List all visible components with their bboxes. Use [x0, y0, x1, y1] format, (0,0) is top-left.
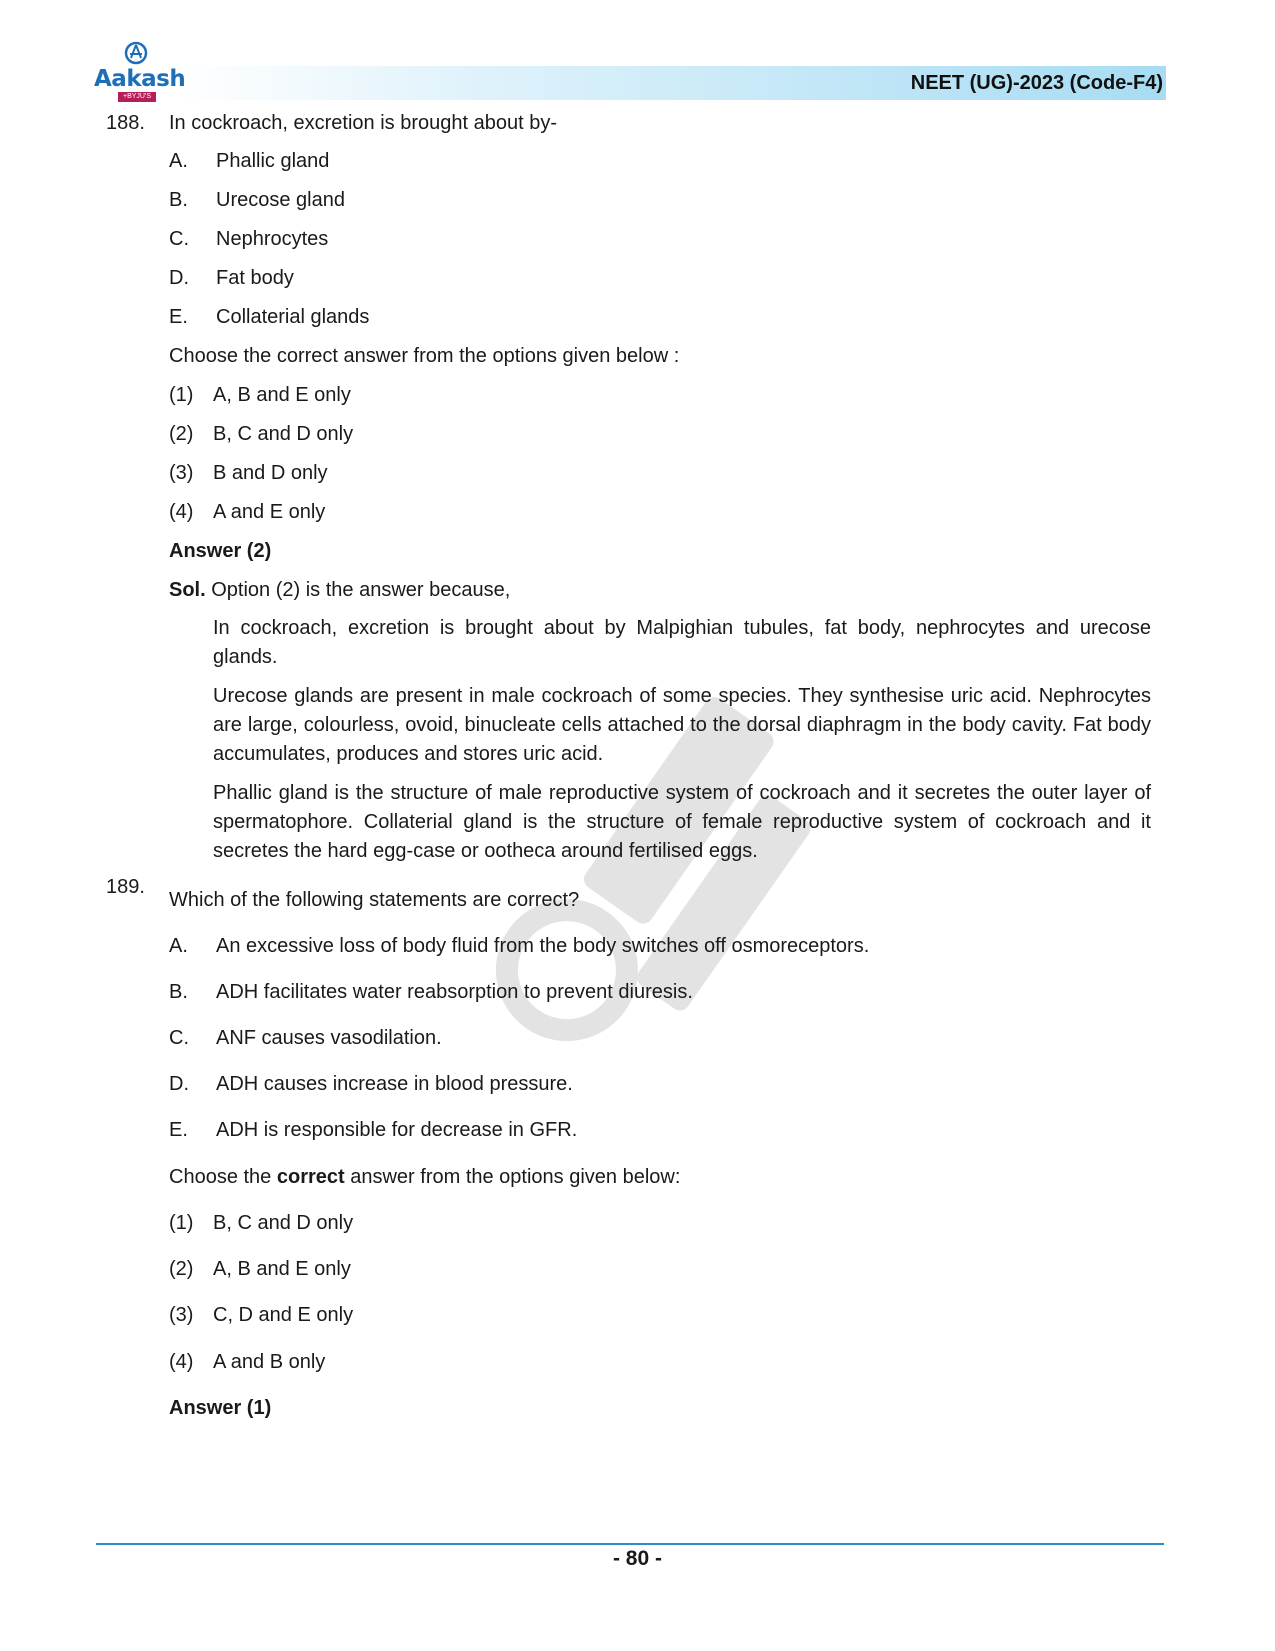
choice-label: (3): [169, 462, 194, 484]
choice-label: (2): [169, 1258, 194, 1280]
choice-text: A, B and E only: [213, 1258, 351, 1280]
statement-text: ADH facilitates water reabsorption to prevent diuresis.: [216, 981, 693, 1003]
statement-label: E.: [169, 1119, 188, 1141]
statement-label: A.: [169, 150, 188, 172]
statement-label: C.: [169, 228, 189, 250]
question-stem: In cockroach, excretion is brought about by-: [169, 112, 557, 134]
statement-text: ANF causes vasodilation.: [216, 1027, 442, 1049]
statement-label: B.: [169, 189, 188, 211]
choice-text: A and B only: [213, 1351, 326, 1373]
choice-text: B and D only: [213, 462, 328, 484]
choice-label: (3): [169, 1304, 194, 1326]
solution-intro-text: Option (2) is the answer because,: [211, 579, 511, 601]
statement-text: Fat body: [216, 267, 294, 289]
choice-text: A and E only: [213, 501, 326, 523]
statement-label: D.: [169, 1073, 189, 1095]
solution-paragraph: Urecose glands are present in male cockroach of some species. They synthesise uric acid. Nephrocytes are large, colourless, ovoid, binucleate cells attached to the dorsal diaphragm in the body cavity. Fat body accumulates, produces and stores uric acid.: [213, 685, 1151, 765]
choice-label: (4): [169, 1351, 194, 1373]
choice-label: (1): [169, 384, 194, 406]
instruction-post: answer from the options given below:: [344, 1166, 681, 1188]
solution-paragraph: Phallic gland is the structure of male reproductive system of cockroach and it secretes the outer layer of spermatophore. Collaterial gland is the structure of female reproductive system of cockroach and it secretes the hard egg-case or ootheca around fertilised eggs.: [213, 782, 1151, 862]
statement-text: Urecose gland: [216, 189, 345, 211]
instruction-emphasis: correct: [276, 1166, 345, 1188]
choice-text: B, C and D only: [213, 423, 354, 445]
choice-label: (4): [169, 501, 194, 523]
statement-text: An excessive loss of body fluid from the body switches off osmoreceptors.: [216, 935, 870, 957]
statement-text: Collaterial glands: [216, 306, 370, 328]
choice-text: C, D and E only: [213, 1304, 354, 1326]
choice-text: A, B and E only: [213, 384, 351, 406]
statement-text: ADH is responsible for decrease in GFR.: [216, 1119, 578, 1141]
brand-wordmark: Aakash: [94, 66, 186, 92]
answer-instruction: Choose the correct answer from the options given below :: [169, 345, 680, 367]
footer-rule: [96, 1543, 1164, 1545]
statement-label: E.: [169, 306, 188, 328]
page-number: - 80 -: [612, 1547, 662, 1570]
choice-text: B, C and D only: [213, 1212, 354, 1234]
statement-label: C.: [169, 1027, 189, 1049]
brand-sub-badge: +BYJU'S: [118, 92, 156, 102]
choice-label: (1): [169, 1212, 194, 1234]
instruction-pre: Choose the: [169, 1166, 277, 1188]
answer-key: Answer (1): [169, 1397, 272, 1419]
statement-text: Phallic gland: [216, 150, 330, 172]
question-stem: Which of the following statements are correct?: [169, 889, 580, 911]
answer-instruction: [169, 1164, 680, 1191]
statement-label: D.: [169, 267, 189, 289]
answer-key: Answer (2): [169, 540, 272, 562]
exam-title: NEET (UG)-2023 (Code-F4): [910, 72, 1163, 94]
solution-label: Sol.: [169, 579, 206, 601]
statement-label: A.: [169, 935, 188, 957]
solution-intro: [169, 577, 510, 604]
solution-paragraph: In cockroach, excretion is brought about by Malpighian tubules, fat body, nephrocytes and urecose glands.: [213, 617, 1151, 668]
statement-label: B.: [169, 981, 188, 1003]
question-number: 189.: [106, 876, 145, 898]
question-number: 188.: [106, 112, 145, 134]
choice-label: (2): [169, 423, 194, 445]
statement-text: ADH causes increase in blood pressure.: [216, 1073, 573, 1095]
statement-text: Nephrocytes: [216, 228, 329, 250]
